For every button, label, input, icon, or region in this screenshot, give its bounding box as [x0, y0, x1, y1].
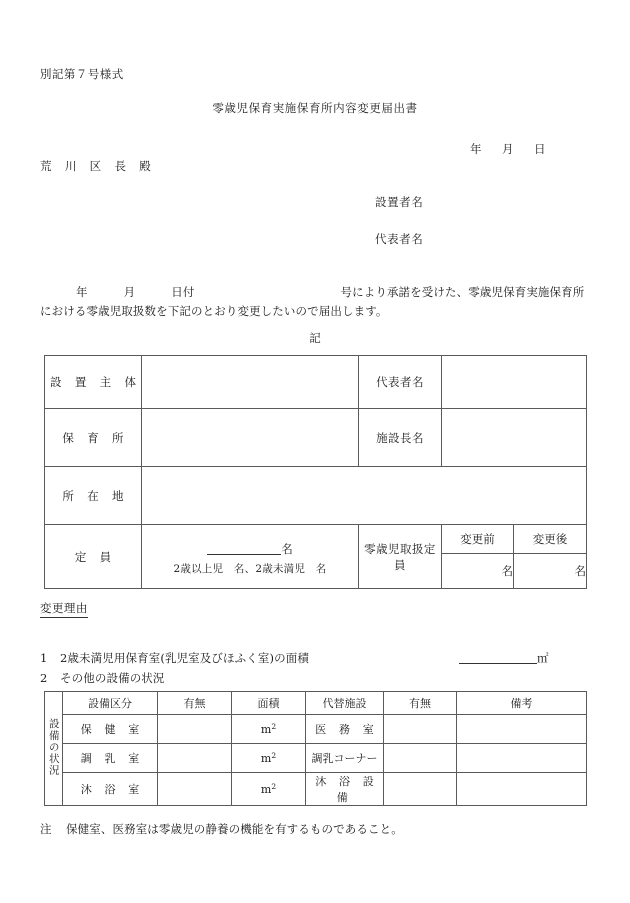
ki-mark: 記	[309, 331, 321, 345]
item-1-number: 1	[40, 651, 48, 665]
equipment-presence-health-room[interactable]	[158, 715, 232, 744]
equipment-presence-formula-room[interactable]	[158, 744, 232, 773]
equipment-header-alternative: 代替施設	[306, 692, 384, 715]
header-date-year: 年	[470, 142, 482, 156]
footer-note	[40, 821, 403, 837]
row-label-installer: 設 置 主 体	[45, 356, 142, 409]
equipment-category-bathing-room: 沐 浴 室	[63, 773, 158, 806]
header-after-change: 変更後	[514, 525, 587, 554]
equipment-alt-presence-medical-room[interactable]	[384, 715, 457, 744]
equipment-presence-bathing-room[interactable]	[158, 773, 232, 806]
row-sublabel-director: 施設長名	[359, 409, 442, 467]
row-label-zero-age-capacity: 零歳児取扱定員	[359, 525, 442, 589]
body-date-year: 年	[76, 285, 88, 299]
equipment-alternative-formula-corner: 調乳コーナー	[306, 744, 384, 773]
row-value-location[interactable]	[142, 467, 587, 525]
equipment-header-alt-presence: 有無	[384, 692, 457, 715]
change-reason-label: 変更理由	[40, 600, 88, 618]
table-row	[45, 356, 587, 409]
equipment-remarks-formula-room[interactable]	[457, 744, 587, 773]
addressee: 荒 川 区 長 殿	[40, 159, 156, 173]
equipment-area-bathing-room[interactable]	[232, 773, 306, 806]
row-subvalue-director[interactable]	[442, 409, 587, 467]
equipment-area-unit: m	[260, 752, 272, 765]
value-before-change[interactable]: 名	[442, 554, 514, 589]
row-subvalue-representative[interactable]	[442, 356, 587, 409]
item-1-area-input[interactable]	[459, 650, 537, 664]
equipment-category-health-room: 保 健 室	[63, 715, 158, 744]
header-before-change: 変更前	[442, 525, 514, 554]
header-date-line	[470, 141, 566, 157]
item-1-text: 2歳未満児用保育室(乳児室及びほふく室)の面積	[60, 651, 309, 665]
equipment-area-unit: m	[260, 723, 272, 736]
equipment-area-unit: m	[260, 783, 272, 796]
equipment-remarks-bathing-room[interactable]	[457, 773, 587, 806]
equipment-alternative-bathing-facility: 沐 浴 設 備	[306, 773, 384, 806]
main-info-table	[44, 355, 587, 589]
row-value-capacity[interactable]	[142, 525, 359, 589]
table-row	[45, 715, 587, 744]
equipment-category-formula-room: 調 乳 室	[63, 744, 158, 773]
table-row-capacity-header	[45, 525, 587, 554]
row-label-location: 所 在 地	[45, 467, 142, 525]
row-value-installer[interactable]	[142, 356, 359, 409]
equipment-header-area: 面積	[232, 692, 306, 715]
document-title: 零歳児保育実施保育所内容変更届出書	[212, 101, 418, 115]
equipment-vertical-label	[45, 692, 63, 806]
equipment-alt-presence-formula-corner[interactable]	[384, 744, 457, 773]
representative-name-label: 代表者名	[375, 232, 424, 246]
footer-note-text: 保健室、医務室は零歳児の静養の機能を有するものであること。	[66, 822, 403, 836]
value-after-change[interactable]: 名	[514, 554, 587, 589]
header-date-day: 日	[534, 142, 546, 156]
capacity-total-unit: 名	[281, 542, 293, 556]
table-row	[45, 744, 587, 773]
table-row	[45, 773, 587, 806]
capacity-total-blank[interactable]	[207, 541, 281, 555]
item-2-number: 2	[40, 671, 48, 685]
equipment-header-category: 設備区分	[63, 692, 158, 715]
item-2	[40, 670, 165, 686]
form-number: 別記第７号様式	[40, 67, 124, 81]
row-sublabel-representative: 代表者名	[359, 356, 442, 409]
row-label-capacity: 定 員	[45, 525, 142, 589]
equipment-area-unit-sup: 2	[271, 751, 277, 760]
header-date-month: 月	[502, 142, 514, 156]
equipment-area-formula-room[interactable]	[232, 744, 306, 773]
capacity-detail: 2歳以上児 名、2歳未満児 名	[173, 563, 327, 575]
capacity-total-line	[142, 537, 358, 557]
item-1-unit: ㎡	[536, 651, 549, 665]
equipment-vertical-label-text: 設備の状況	[47, 718, 60, 776]
installer-name-label: 設置者名	[375, 195, 424, 209]
equipment-area-unit-sup: 2	[271, 722, 277, 731]
body-paragraph	[40, 283, 592, 321]
equipment-header-row	[45, 692, 587, 715]
row-label-nursery: 保 育 所	[45, 409, 142, 467]
body-date-day-suffix: 日付	[171, 285, 195, 299]
footer-note-label: 注	[40, 822, 52, 836]
equipment-header-presence: 有無	[158, 692, 232, 715]
equipment-remarks-health-room[interactable]	[457, 715, 587, 744]
item-2-text: その他の設備の状況	[60, 671, 165, 685]
equipment-alternative-medical-room: 医 務 室	[306, 715, 384, 744]
table-row	[45, 409, 587, 467]
row-value-nursery[interactable]	[142, 409, 359, 467]
table-row	[45, 467, 587, 525]
body-date-month: 月	[123, 285, 136, 299]
equipment-header-remarks: 備考	[457, 692, 587, 715]
equipment-status-table	[44, 691, 587, 806]
equipment-area-health-room[interactable]	[232, 715, 306, 744]
body-text: 号により承諾を受けた、零歳児保育実施保育所における零歳児取扱数を下記のとおり変更したいので届出します。	[40, 285, 585, 318]
equipment-alt-presence-bathing-facility[interactable]	[384, 773, 457, 806]
item-1	[40, 650, 549, 666]
equipment-area-unit-sup: 2	[271, 782, 277, 791]
